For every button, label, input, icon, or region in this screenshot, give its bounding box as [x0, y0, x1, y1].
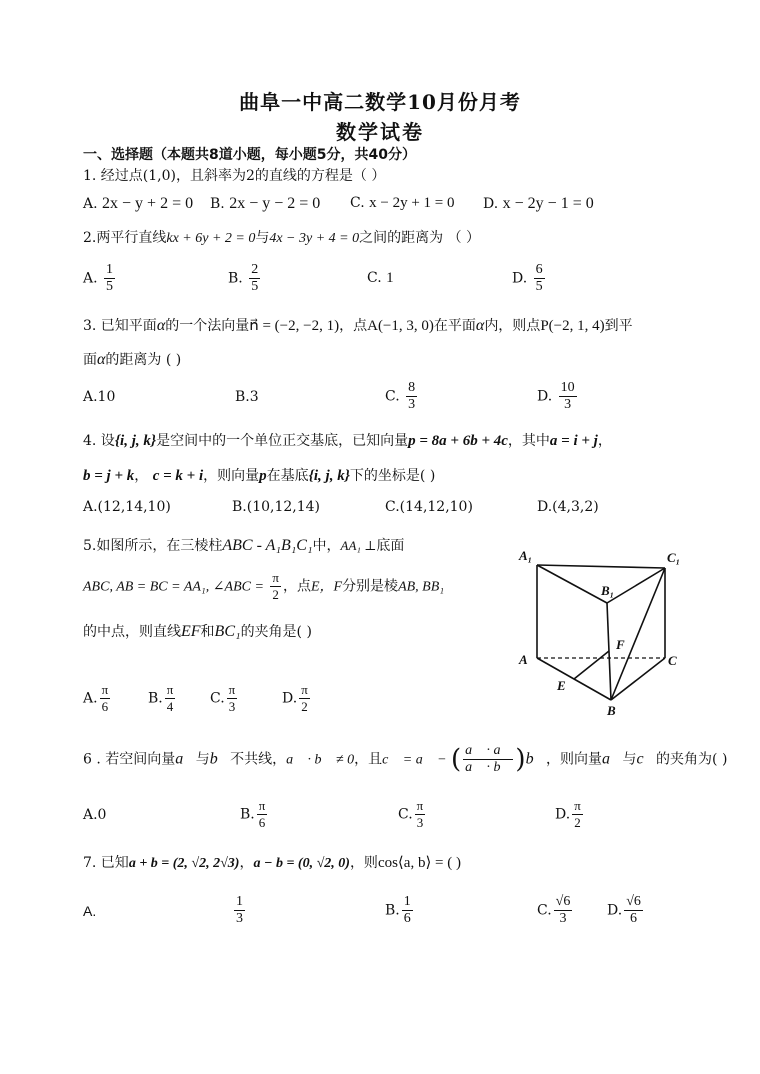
q2-option-c: C. 1: [367, 270, 394, 286]
q7-option-b: B. $\frac{1}{6}$: [385, 894, 411, 926]
exam-subtitle: 数学试卷: [336, 120, 424, 144]
q4-option-b: B.(10,12,14): [232, 499, 321, 515]
q3-option-b: B.3: [235, 389, 259, 405]
q5-option-d: D. $\frac{\pi}{2}$: [282, 682, 308, 714]
label-f: F: [616, 637, 625, 652]
edge-b1c1: [607, 568, 665, 603]
q2-option-b: B. $\frac{2}{5}$: [228, 262, 259, 294]
q3-stem: 3. 已知平面α的一个法向量n⃗ = (−2, −2, 1)，点A(−1, 3, 0)在平面α内，则点P(−2, 1, 4)到平: [83, 317, 633, 334]
label-b: B: [607, 703, 616, 718]
q1-stem: 1. 经过点(1,0)，且斜率为2的直线的方程是（ ）: [83, 168, 386, 184]
q3-option-d: D. $\frac{10}{3}$: [537, 380, 575, 412]
q6-option-d: D. $\frac{\pi}{2}$: [555, 798, 581, 830]
q4-stem-line2: b = j + k， c = k + i，则向量p在基底{i, j, k}下的坐标是( ): [83, 468, 436, 484]
label-a1: A₁: [519, 548, 533, 563]
exam-title: 曲阜一中高二数学10月份月考: [239, 90, 521, 114]
prism-figure: [515, 540, 690, 720]
edge-a1c1: [537, 565, 665, 568]
q1-option-d: D. x − 2y − 1 = 0: [483, 195, 594, 212]
label-a: A: [519, 652, 528, 667]
q7-option-d: D. $\frac{√6}{6}$: [607, 894, 641, 926]
q6-option-c: C. $\frac{\pi}{3}$: [398, 798, 424, 830]
label-c1: C₁: [667, 550, 681, 565]
section-heading: 一、选择题（本题共8道小题，每小题5分，共40分）: [83, 147, 416, 163]
q5-option-b: B. $\frac{\pi}{4}$: [148, 682, 174, 714]
q4-option-c: C.(14,12,10): [385, 499, 473, 515]
q6-stem: 6 . 若空间向量a⃗与b⃗不共线，a⃗ · b⃗ ≠ 0，且c⃗ = a⃗ − ( $\frac{a⃗ \cdot a⃗}{a⃗ \cdot b⃗}$ )b⃗，则向量a⃗与c⃗的夹角为( ): [83, 743, 728, 775]
q4-option-a: A.(12,14,10): [83, 499, 171, 515]
q3-stem-line2: 面α的距离为 ( ): [83, 351, 182, 368]
q1-option-a: A. 2x − y + 2 = 0: [83, 195, 194, 212]
edge-a1b1: [537, 565, 607, 603]
q4-option-d: D.(4,3,2): [537, 499, 599, 515]
segment-ef: [574, 651, 609, 679]
q2-stem: 2.两平行直线kx + 6y + 2 = 0与4x − 3y + 4 = 0之间的距离为 （ ）: [83, 230, 481, 246]
q2-option-d: D. $\frac{6}{5}$: [512, 262, 543, 294]
q5-stem-line2: ABC, AB = BC = AA₁, ∠ABC = $\frac{\pi}{2}$ ，点E，F分别是棱AB, BB₁: [83, 570, 445, 602]
q7-option-a-label: A.: [83, 903, 97, 919]
label-e: E: [557, 678, 566, 693]
q3-option-a: A.10: [83, 389, 116, 405]
q6-option-a: A.0: [83, 807, 107, 823]
q4-stem: 4. 设{i, j, k}是空间中的一个单位正交基底，已知向量p = 8a + 6b + 4c，其中a = i + j，: [83, 433, 612, 449]
q3-option-c: C. $\frac{8}{3}$: [385, 380, 416, 412]
q6-option-b: B. $\frac{\pi}{6}$: [240, 798, 266, 830]
q1-option-c: C. x − 2y + 1 = 0: [350, 195, 455, 211]
q1-option-b: B. 2x − y − 2 = 0: [210, 195, 321, 212]
q5-stem: 5.如图所示，在三棱柱ABC - A₁B₁C₁中，AA₁ ⊥底面: [83, 537, 405, 554]
q7-stem: 7. 已知a + b = (2, √2, 2√3)，a − b = (0, √2, 0)，则cos⟨a, b⟩ = ( ): [83, 855, 461, 871]
label-b1: B₁: [601, 583, 615, 598]
q5-option-a: A. $\frac{\pi}{6}$: [83, 682, 109, 714]
label-c: C: [668, 653, 677, 668]
segment-bc1: [611, 568, 665, 700]
q7-option-c: C. $\frac{√6}{3}$: [537, 894, 571, 926]
q5-stem-line3: 的中点，则直线EF和BC₁的夹角是( ): [83, 623, 312, 640]
q5-option-c: C. $\frac{\pi}{3}$: [210, 682, 236, 714]
q7-option-a: $\frac{1}{3}$: [236, 894, 243, 926]
q2-option-a: A. $\frac{1}{5}$: [83, 262, 114, 294]
